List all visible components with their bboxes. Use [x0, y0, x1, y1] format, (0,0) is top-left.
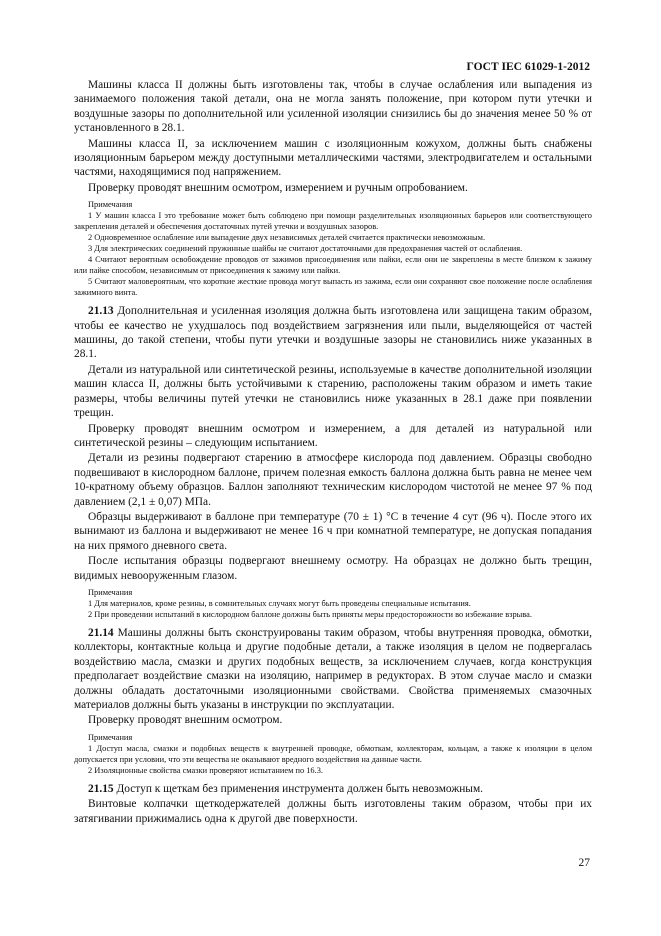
paragraph-text: После испытания образцы подвергают внешнему осмотру. На образцах не должно быть трещин, видимых невооруженным глазом. [74, 555, 592, 582]
paragraph-text: Проверку проводят внешним осмотром и измерением, а для деталей из натуральной или синтетической резины – следующим испытанием. [74, 422, 592, 449]
section-paragraph [74, 304, 592, 362]
page-number: 27 [578, 857, 590, 869]
document-header: ГОСТ IEC 61029-1-2012 [466, 61, 590, 73]
document-body [74, 78, 592, 827]
section-paragraph [74, 626, 592, 712]
paragraph [74, 422, 592, 451]
note-item: 1 У машин класса I это требование может быть соблюдено при помощи разделительных изоляционных барьеров или соответствующего закрепления деталей и обеспечения достаточных путей утечки и воздушных зазоров. [74, 211, 592, 232]
section-number: 21.15 [88, 782, 114, 795]
notes-title: Примечания [88, 732, 133, 742]
paragraph [74, 451, 592, 509]
paragraph [74, 554, 592, 583]
paragraph-text: Проверку проводят внешним осмотром, измерением и ручным опробованием. [88, 181, 468, 194]
note-item: 1 Доступ масла, смазки и подобных веществ к внутренней проводке, обмоткам, коллекторам, кольцам, а также к изоляции в целом допускается при условии, что эти вещества не оказывают вредного воздействия на данные части. [74, 743, 592, 764]
paragraph-text: Машины класса II должны быть изготовлены так, чтобы в случае ослабления или выпадения из занимаемого положения такой детали, она не могла занять положение, при котором пути утечки и воздушные зазоры по дополнительной или усиленной изоляции снизились бы до значения менее 50 % от установленного в 28.1. [74, 79, 592, 135]
paragraph-text: Доступ к щеткам без применения инструмента должен быть невозможным. [113, 782, 484, 795]
paragraph-text: Детали из натуральной или синтетической резины, используемые в качестве дополнительной изоляции машин класса II, должны быть устойчивыми к старению, расположены таким образом и иметь такие размеры, чтобы величины путей утечки не становились ниже указанных в 28.1 даже при появлении трещин. [74, 363, 592, 420]
paragraph-text: Машины класса II, за исключением машин с изоляционным кожухом, должны быть снабжены изоляционным барьером между доступными металлическими частями, электродвигателем и остальными частями, находящимися под напряжением. [74, 137, 592, 179]
notes-block [74, 199, 592, 298]
notes-block [74, 587, 592, 620]
paragraph-text: Проверку проводят внешним осмотром. [88, 714, 283, 727]
paragraph [74, 181, 592, 195]
section-number: 21.13 [88, 305, 114, 318]
paragraph [74, 510, 592, 553]
notes-title: Примечания [88, 200, 133, 210]
note-item: 2 При проведении испытаний в кислородном баллоне должны быть приняты меры предосторожности во избежание взрыва. [88, 609, 532, 619]
paragraph [74, 797, 592, 826]
section-paragraph [74, 782, 592, 796]
note-item: 1 Для материалов, кроме резины, в сомнительных случаях могут быть проведены специальные испытания. [88, 598, 471, 608]
notes-block [74, 732, 592, 776]
paragraph-text: Детали из резины подвергают старению в атмосфере кислорода под давлением. Образцы свободно подвешивают в кислородном баллоне, причем полезная емкость баллона должна быть равна не менее чем 10-кратному объему образцов. Баллон заполняют техническим кислородом чистотой не менее 97 % под давлением (2,1 ± 0,07) МПа. [74, 452, 592, 508]
notes-title: Примечания [88, 587, 133, 597]
note-item: 2 Изоляционные свойства смазки проверяют испытанием по 16.3. [88, 765, 323, 775]
paragraph [74, 363, 592, 421]
paragraph-text: Дополнительная и усиленная изоляция должна быть изготовлена или защищена таким образом, чтобы ее качество не ухудшалось под воздействием загрязнения или пыли, выделяющейся от частей машины, до такой степени, чтобы пути утечки и воздушные зазоры не становились ниже указанных в 28.1. [74, 305, 592, 361]
note-item: 4 Считают вероятным освобождение проводов от зажимов присоединения или пайки, если они не закреплены в месте близком к зажиму или пайке способом, независимым от присоединения к зажиму или пайки. [74, 255, 592, 276]
paragraph-text: Образцы выдерживают в баллоне при температуре (70 ± 1) °С в течение 4 сут (96 ч). После этого их вынимают из баллона и выдерживают не менее 16 ч при комнатной температуре, не допуская попадания на них прямого дневного света. [74, 510, 592, 552]
section-number: 21.14 [88, 626, 114, 639]
paragraph [74, 78, 592, 136]
note-item: 2 Одновременное ослабление или выпадение двух независимых деталей считается практически невозможным. [88, 233, 486, 243]
note-item: 3 Для электрических соединений пружинные шайбы не считают достаточными для предохранения частей от ослабления. [88, 244, 523, 254]
note-item: 5 Считают маловероятным, что короткие жесткие провода могут выпасть из зажима, если они сохраняют свое положение после ослабления зажимного винта. [74, 277, 592, 298]
paragraph [74, 137, 592, 180]
paragraph-text: Винтовые колпачки щеткодержателей должны быть изготовлены таким образом, чтобы при их затягивании прижимались одна к другой две поверхности. [74, 798, 592, 825]
paragraph [74, 713, 592, 727]
paragraph-text: Машины должны быть сконструированы таким образом, чтобы внутренняя проводка, обмотки, коллекторы, контактные кольца и другие подобные детали, а также изоляция в целом не подвергалась воздействию масла, смазки и других подобных веществ, за исключением случаев, когда конструкция предполагает воздействие смазки на изоляцию, например в редукторах. В этом случае масло и смазки должны обладать достаточными изоляционными свойствами. Свойства применяемых смазочных материалов должны быть указаны в инструкции по эксплуатации. [74, 626, 592, 711]
